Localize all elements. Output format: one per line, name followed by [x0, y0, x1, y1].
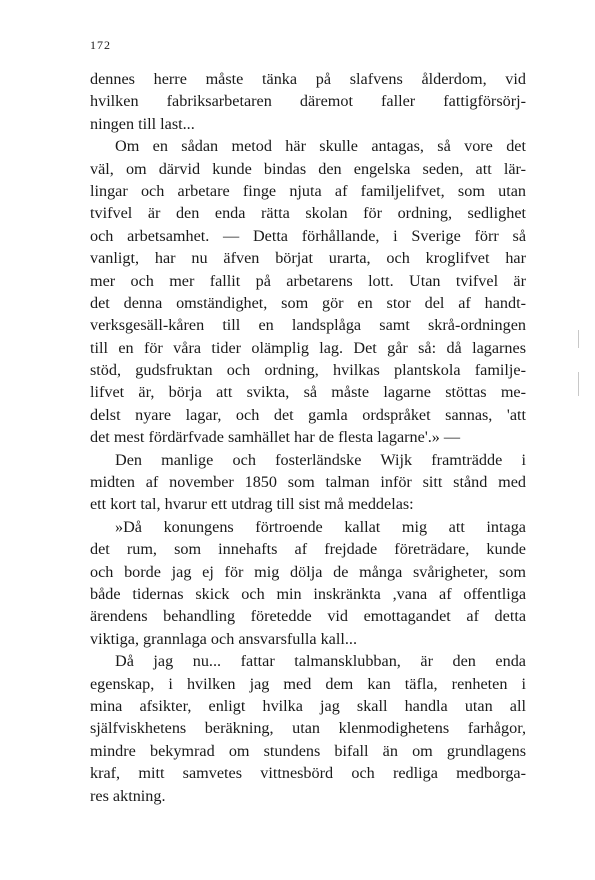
- text-line: både tidernas skick och min inskränkta ,vana af offentliga: [90, 584, 526, 603]
- text-line: midten af november 1850 som talman inför sitt stånd med: [90, 473, 526, 492]
- text-line: lifvet är, börja att svikta, så måste lagarne stöttas me-: [90, 383, 526, 402]
- text-line: Då jag nu... fattar talmansklubban, är den enda: [115, 652, 526, 671]
- text-line: lingar och arbetare finge njuta af familjelifvet, som utan: [90, 181, 526, 200]
- text-line: verksgesäll-kåren till en landsplåga samt skrå-ordningen: [90, 316, 526, 335]
- text-line: och borde jag ej för mig dölja de många svårigheter, som: [90, 562, 526, 581]
- text-line: stöd, gudsfruktan och ordning, hvilkas plantskola familje-: [90, 361, 526, 380]
- text-line: till en för våra tider olämplig lag. Det går så: då lagarnes: [90, 338, 526, 357]
- text-line: dennes herre måste tänka på slafvens ålderdom, vid: [90, 70, 526, 88]
- margin-mark: [578, 330, 579, 348]
- text-line: det denna omständighet, som gör en stor del af handt-: [90, 293, 526, 312]
- text-line: tvifvel är den enda rätta skolan för ordning, sedlighet: [90, 204, 526, 223]
- text-line: viktiga, grannlaga och ansvarsfulla kall...: [90, 629, 358, 648]
- text-line: hvilken fabriksarbetaren däremot faller fattigförsörj-: [90, 92, 526, 111]
- text-line: Den manlige och fosterländske Wijk framträdde i: [115, 450, 526, 469]
- text-line: väl, om därvid kunde bindas den engelska seden, att lär-: [90, 159, 526, 178]
- text-line: kraf, mitt samvetes vittnesbörd och redliga medborga-: [90, 764, 526, 783]
- text-line: »Då konungens förtroende kallat mig att intaga: [115, 517, 526, 536]
- margin-mark: [578, 372, 579, 396]
- text-line: ärendens behandling företedde vid emottagandet af detta: [90, 607, 526, 626]
- text-line: ett kort tal, hvarur ett utdrag till sist må meddelas:: [90, 495, 414, 514]
- text-line: mina afsikter, enligt hvilka jag skall handla utan all: [90, 696, 526, 715]
- text-line: ningen till last...: [90, 114, 195, 133]
- text-line: det mest fördärfvade samhället har de flesta lagarne'.» —: [90, 428, 461, 447]
- text-line: delst nyare lagar, och det gamla ordspråket sannas, 'att: [90, 405, 526, 424]
- text-line: själfviskhetens beräkning, utan klenmodighetens farhågor,: [90, 719, 526, 738]
- page-number: 172: [90, 38, 111, 52]
- text-line: vanligt, har nu äfven börjat urarta, och kroglifvet har: [90, 249, 526, 268]
- text-line: mindre bekymrad om stundens bifall än om grundlagens: [90, 741, 526, 760]
- body-text: [90, 68, 526, 807]
- text-line: res aktning.: [90, 786, 166, 805]
- text-line: mer och mer fallit på arbetarens lott. Utan tvifvel är: [90, 271, 526, 290]
- text-line: det rum, som innehafts af frejdade företrädare, kunde: [90, 540, 526, 559]
- text-line: egenskap, i hvilken jag med dem kan täfla, renheten i: [90, 674, 526, 693]
- text-line: Om en sådan metod här skulle antagas, så vore det: [115, 137, 526, 156]
- text-line: och arbetsamhet. — Detta förhållande, i Sverige förr så: [90, 226, 526, 245]
